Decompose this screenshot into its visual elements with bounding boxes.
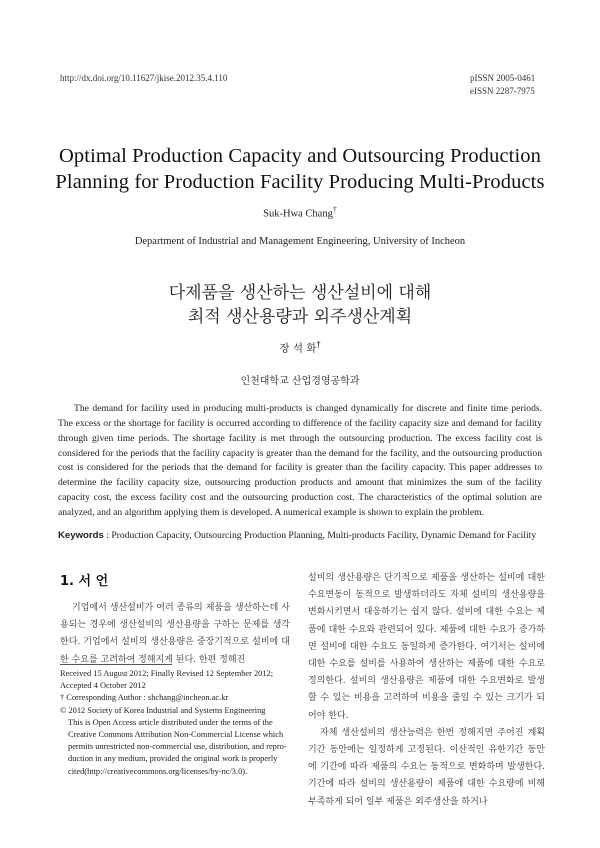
footnotes: [60, 668, 292, 778]
footnote-rule: [60, 664, 172, 665]
keywords-text: : Production Capacity, Outsourcing Production Planning, Multi-products Facility, Dynamic Demand for Facility: [106, 530, 537, 541]
doi-link[interactable]: http://dx.doi.org/10.11627/jkise.2012.35.4.110: [60, 73, 228, 83]
keywords: [58, 530, 548, 541]
license-line: Creative Commons Attribution Non-Commercial License which: [68, 730, 284, 740]
author-ko: [0, 340, 600, 356]
affiliation-en: Department of Industrial and Management Engineering, University of Incheon: [134, 236, 466, 247]
license-line: This is Open Access article distributed under the terms of the: [68, 717, 273, 727]
author-ko-dagger: †: [316, 340, 321, 349]
license-line: duction in any medium, provided the original work is properly: [68, 754, 278, 764]
author-en: [0, 205, 600, 220]
right-paragraph-1: 설비의 생산용량은 단기적으로 제품을 생산하는 설비에 대한 수요변동이 동적으로 발생하더라도 자체 설비의 생산용량을 변화시키면서 대응하기는 쉽지 않다. 설비에 대한 수요는 제품에 대한 수요와 관련되어 있다. 제품에 대한 수요가 증가하면 설비에 대한 수요도 동일하게 증가한다. 여기서는 설비에 대한 수요를 설비를 사용하여 생산하는 제품에 대한 수요로 정의한다. 설비의 생산용량은 제품에 대한 수요변화로 발생할 수 있는 비용을 고려하여 비용을 줄일 수 있는 크기가 되어야 한다.: [308, 573, 545, 721]
copyright: © 2012 Society of Korea Industrial and Systems Engineering: [60, 705, 266, 715]
abstract: The demand for facility used in producing multi-products is changed dynamically for discrete and finite time periods. The excess or the shortage for facility is occurred according to difference of the facility capacity size and demand for facility through given time periods. The shortage facility is met through the outsourcing production. The excess facility cost is considered for the periods that the facility capacity is greater than the demand for the facility, and the outsourcing production cost is considered for the periods that the demand for facility is greater than the facility capacity. This paper addresses to determine the facility capacity size, outsourcing production products and amount that minimizes the sum of the facility capacity cost, the excess facility cost and the outsourcing production cost. The characteristics of the optimal solution are analyzed, and an algorithm applying them is developed. A numerical example is shown to explain the problem.: [58, 403, 542, 518]
author-ko-name: 장 석 화: [279, 342, 317, 355]
license-line: permits unrestricted non-commercial use, distribution, and repro-: [68, 742, 287, 752]
keywords-label: Keywords: [58, 530, 104, 541]
affiliation-ko: 인천대학교 산업경영공학과: [240, 376, 360, 387]
korean-title-line2: 최적 생산용량과 외주생산계획: [187, 307, 413, 327]
received-date: Received 15 August 2012; Finally Revised 12 September 2012;: [60, 669, 274, 678]
right-paragraph-2: 자체 생산설비의 생산능력은 한번 정해지면 주어진 계획기간 동안에는 일정하게 고정된다. 이산적인 유한기간 동안에 기간에 따라 제품의 수요는 동적으로 변화하며 발생한다. 기간에 따라 설비의 생산용량이 제품에 대한 수요량에 비해 부족하게 되어 일부 제품은 외주생산을 하거나: [308, 727, 545, 807]
section-heading: 1. 서 언: [60, 574, 109, 589]
author-name: Suk-Hwa Chang: [263, 208, 333, 220]
paper-title-line2: Planning for Production Facility Producing Multi-Products: [55, 171, 545, 193]
right-column: [308, 570, 545, 811]
left-column-paragraph: 기업에서 생산설비가 여러 종류의 제품을 생산하는데 사용되는 경우에 생산설비의 생산용량을 구하는 문제를 생각한다. 기업에서 설비의 생산용량은 중장기적으로 설비에 대한 수요를 고려하여 정해지게 된다. 한편 정해진: [60, 603, 290, 665]
license-line: cited(http://creativecommons.org/licenses/by-nc/3.0).: [68, 766, 248, 776]
accepted-date: Accepted 4 October 2012: [60, 681, 146, 691]
author-dagger: †: [332, 205, 337, 214]
korean-title-line1: 다제품을 생산하는 생산설비에 대해: [168, 283, 432, 303]
paper-title-line1: Optimal Production Capacity and Outsourcing Production: [59, 145, 541, 167]
corresponding-author: † Corresponding Author : shchang@incheon.ac.kr: [60, 693, 229, 703]
pissn: pISSN 2005-0461: [470, 73, 536, 83]
eissn: eISSN 2287-7975: [470, 86, 535, 96]
